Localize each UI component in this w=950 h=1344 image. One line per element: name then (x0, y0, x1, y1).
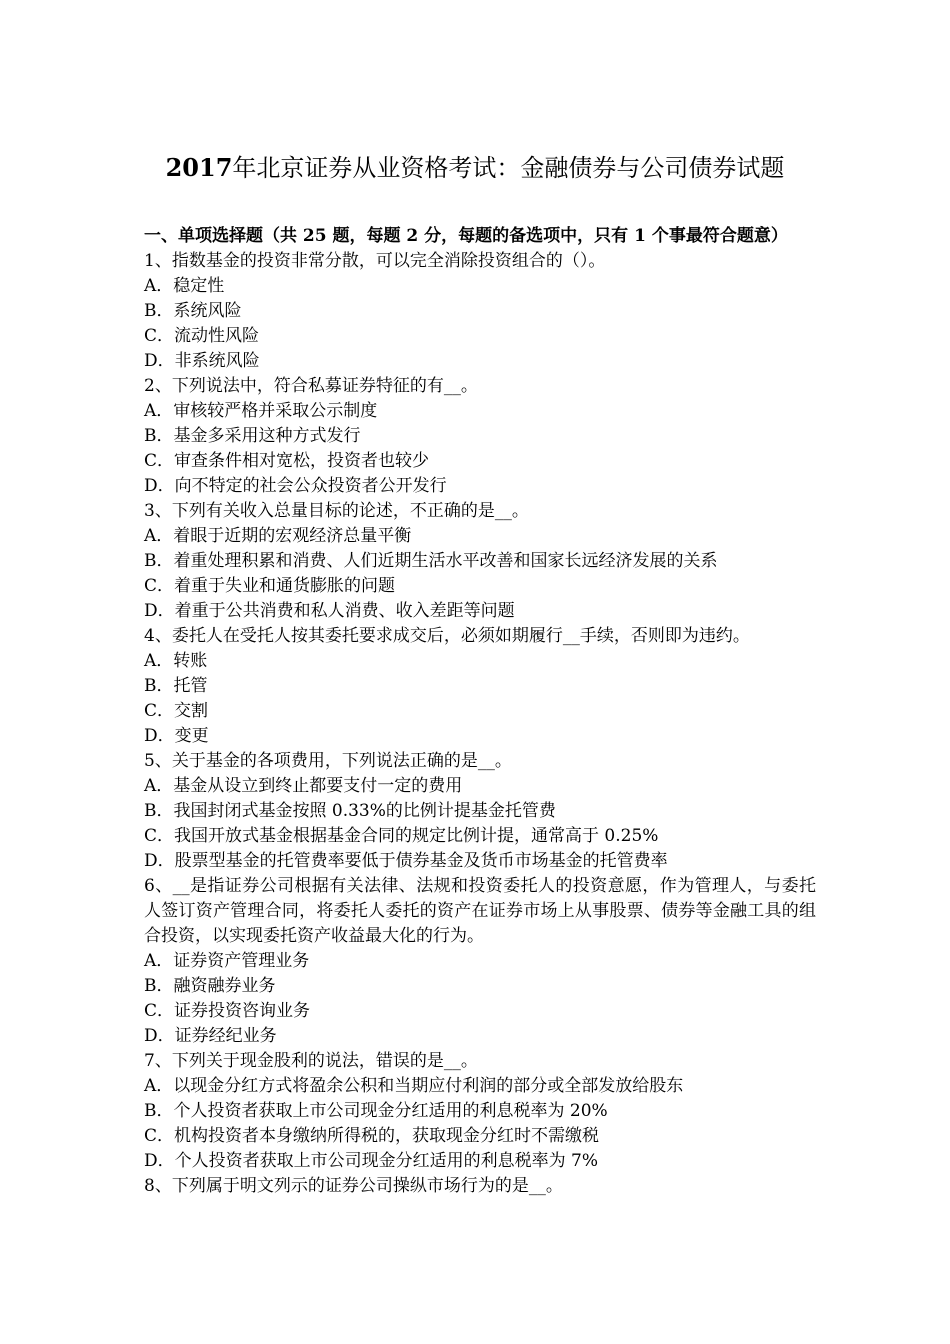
question-1-option-a: A．稳定性 (144, 276, 225, 296)
question-5-option-d: D．股票型基金的托管费率要低于债券基金及货币市场基金的托管费率 (144, 851, 668, 871)
question-7-option-c: C．机构投资者本身缴纳所得税的，获取现金分红时不需缴税 (144, 1126, 600, 1146)
question-4-option-d: D．变更 (144, 726, 209, 746)
question-3-stem: 3、下列有关收入总量目标的论述，不正确的是__。 (144, 501, 529, 521)
question-4-stem: 4、委托人在受托人按其委托要求成交后，必须如期履行__手续，否则即为违约。 (144, 626, 750, 646)
question-1-option-d: D．非系统风险 (144, 351, 260, 371)
question-3-option-c: C．着重于失业和通货膨胀的问题 (144, 576, 396, 596)
question-6-option-d: D．证券经纪业务 (144, 1026, 277, 1046)
question-6-option-b: B．融资融券业务 (144, 976, 276, 996)
page-title (0, 150, 950, 186)
question-7-option-a: A．以现金分红方式将盈余公积和当期应付利润的部分或全部发放给股东 (144, 1076, 684, 1096)
question-3-option-d: D．着重于公共消费和私人消费、收入差距等问题 (144, 601, 515, 621)
title-text: 年北京证券从业资格考试：金融债券与公司债券试题 (232, 154, 785, 182)
question-5-option-b: B．我国封闭式基金按照 0.33%的比例计提基金托管费 (144, 801, 556, 821)
document-body (144, 224, 816, 1199)
question-1-option-c: C．流动性风险 (144, 326, 260, 346)
title-year: 2017 (165, 153, 233, 182)
question-1-stem: 1、指数基金的投资非常分散，可以完全消除投资组合的（）。 (144, 251, 606, 271)
question-5-option-c: C．我国开放式基金根据基金合同的规定比例计提，通常高于 0.25% (144, 826, 659, 846)
section-heading: 一、单项选择题（共 25 题，每题 2 分，每题的备选项中，只有 1 个事最符合题意） (144, 226, 788, 246)
question-6-option-c: C．证券投资咨询业务 (144, 1001, 311, 1021)
question-5-stem: 5、关于基金的各项费用，下列说法正确的是__。 (144, 751, 512, 771)
question-8-stem: 8、下列属于明文列示的证券公司操纵市场行为的是__。 (144, 1176, 563, 1196)
question-2-option-c: C．审查条件相对宽松，投资者也较少 (144, 451, 430, 471)
question-4-option-c: C．交割 (144, 701, 209, 721)
question-4-option-b: B．托管 (144, 676, 208, 696)
question-6-option-a: A．证券资产管理业务 (144, 951, 310, 971)
question-7-option-d: D．个人投资者获取上市公司现金分红适用的利息税率为 7% (144, 1151, 599, 1171)
question-7-stem: 7、下列关于现金股利的说法，错误的是__。 (144, 1051, 478, 1071)
question-4-option-a: A．转账 (144, 651, 208, 671)
question-3-option-a: A．着眼于近期的宏观经济总量平衡 (144, 526, 412, 546)
question-3-option-b: B．着重处理积累和消费、人们近期生活水平改善和国家长远经济发展的关系 (144, 551, 718, 571)
question-6-stem: 6、__是指证券公司根据有关法律、法规和投资委托人的投资意愿，作为管理人，与委托人签订资产管理合同，将委托人委托的资产在证券市场上从事股票、债券等金融工具的组合投资，以实现委托资产收益最大化的行为。 (144, 876, 816, 946)
question-2-stem: 2、下列说法中，符合私募证券特征的有__。 (144, 376, 478, 396)
question-7-option-b: B．个人投资者获取上市公司现金分红适用的利息税率为 20% (144, 1101, 608, 1121)
question-2-option-b: B．基金多采用这种方式发行 (144, 426, 361, 446)
question-2-option-d: D．向不特定的社会公众投资者公开发行 (144, 476, 447, 496)
question-1-option-b: B．系统风险 (144, 301, 242, 321)
question-5-option-a: A．基金从设立到终止都要支付一定的费用 (144, 776, 463, 796)
question-2-option-a: A．审核较严格并采取公示制度 (144, 401, 378, 421)
